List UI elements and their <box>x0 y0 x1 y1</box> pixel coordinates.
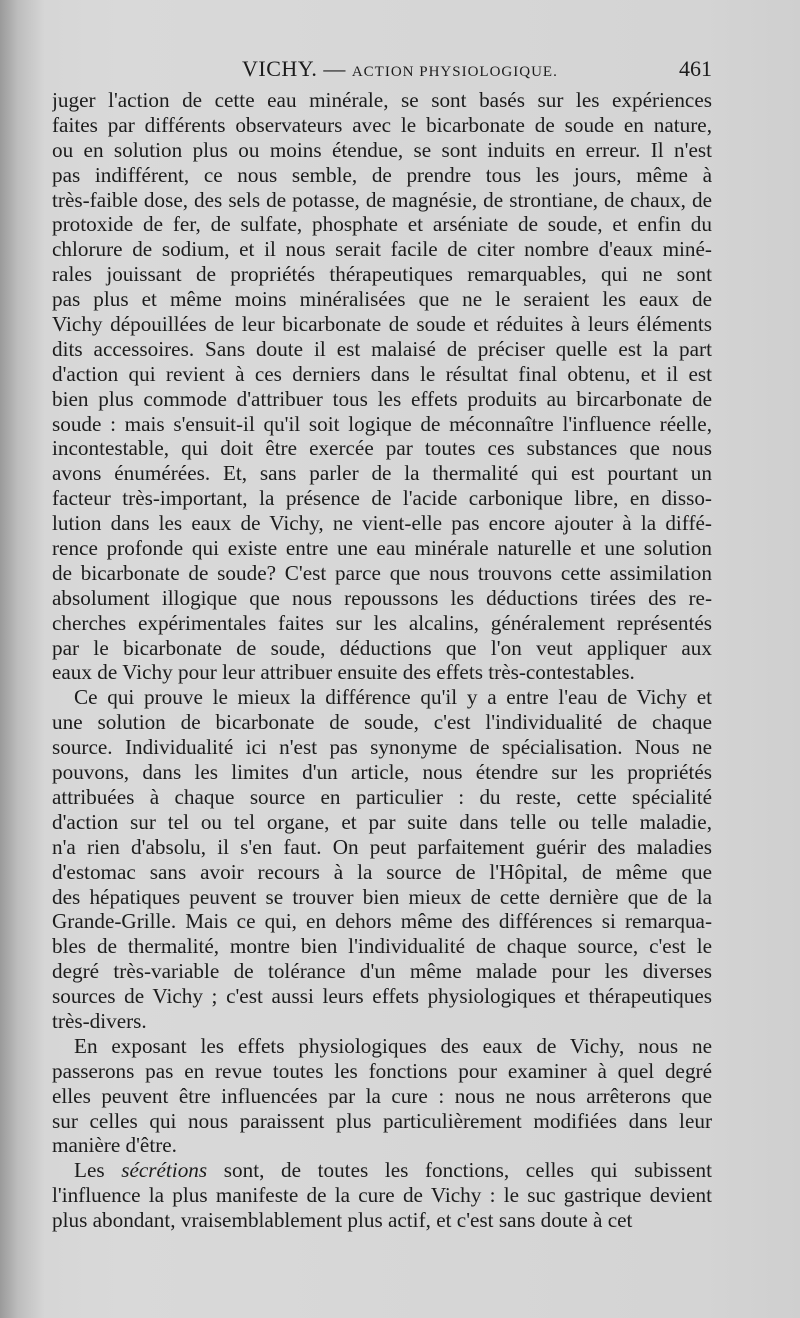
text-line: En exposant les effets physiologiques des eaux de Vichy, nous ne <box>74 1033 712 1058</box>
text-line: sources de Vichy ; c'est aussi leurs effets physiologiques et thérapeutiques <box>52 984 712 1009</box>
text-line: ou en solution plus ou moins étendue, se sont induits en erreur. Il n'est <box>52 137 712 162</box>
text-line: l'influence la plus manifeste de la cure de Vichy : le suc gastrique devient <box>52 1183 712 1208</box>
text-line: juger l'action de cette eau minérale, se sont basés sur les expériences <box>52 88 712 112</box>
text-line: manière d'être. <box>52 1133 177 1158</box>
text-line: plus abondant, vraisemblablement plus actif, et c'est sans doute à cet <box>52 1208 633 1233</box>
text-line: facteur très-important, la présence de l'acide carbonique libre, en disso- <box>52 486 712 511</box>
text-line: dits accessoires. Sans doute il est malaisé de préciser quelle est la part <box>52 336 712 361</box>
paragraph <box>52 88 712 685</box>
text-line: source. Individualité ici n'est pas synonyme de spécialisation. Nous ne <box>52 735 712 760</box>
text-line: absolument illogique que nous repoussons les déductions tirées des re- <box>52 585 712 610</box>
paragraph <box>52 1034 712 1158</box>
text-line: une solution de bicarbonate de soude, c'est l'individualité de chaque <box>52 710 712 735</box>
text-line: eaux de Vichy pour leur attribuer ensuite des effets très-contestables. <box>52 660 635 685</box>
text-line: cherches expérimentales faites sur les alcalins, généralement représentés <box>52 610 712 635</box>
text-line: attribuées à chaque source en particulier : du reste, cette spécialité <box>52 784 712 809</box>
body-text <box>52 88 712 1233</box>
text-line: pas indifférent, ce nous semble, de prendre tous les jours, même à <box>52 162 712 187</box>
text-line: chlorure de sodium, et il nous serait facile de citer nombre d'eaux miné- <box>52 237 712 262</box>
page-number: 461 <box>679 56 712 81</box>
text-line: incontestable, qui doit être exercée par toutes ces substances que nous <box>52 436 712 461</box>
text-line: bien plus commode d'attribuer tous les effets produits au bircarbonate de <box>52 386 712 411</box>
running-title-separator: — <box>317 56 352 81</box>
text-line: Ce qui prouve le mieux la différence qu'il y a entre l'eau de Vichy et <box>74 685 712 710</box>
text-line: d'action sur tel ou tel organe, et par suite dans telle ou telle maladie, <box>52 809 712 834</box>
text-line: par le bicarbonate de soude, déductions que l'on veut appliquer aux <box>52 635 712 660</box>
text-line: sur celles qui nous paraissent plus particulièrement modifiées dans leur <box>52 1108 712 1133</box>
page-header <box>52 56 712 84</box>
text-line: degré très-variable de tolérance d'un même malade pour les diverses <box>52 959 712 984</box>
text-line: rales jouissant de propriétés thérapeutiques remarquables, qui ne sont <box>52 262 712 287</box>
text-line: elles peuvent être influencées par la cure : nous ne nous arrêterons que <box>52 1083 712 1108</box>
running-title-sub: ACTION PHYSIOLOGIQUE. <box>351 64 558 80</box>
paragraph <box>52 1158 712 1233</box>
text-line: lution dans les eaux de Vichy, ne vient-elle pas encore ajouter à la diffé- <box>52 511 712 536</box>
text-line: Vichy dépouillées de leur bicarbonate de soude et réduites à leurs éléments <box>52 312 712 337</box>
text-line: bles de thermalité, montre bien l'individualité de chaque source, c'est le <box>52 934 712 959</box>
text-line: rence profonde qui existe entre une eau minérale naturelle et une solution <box>52 536 712 561</box>
text-line: passerons pas en revue toutes les fonctions pour examiner à quel degré <box>52 1058 712 1083</box>
text-line: pouvons, dans les limites d'un article, nous étendre sur les propriétés <box>52 760 712 785</box>
text-line: soude : mais s'ensuit-il qu'il soit logique de méconnaître l'influence réelle, <box>52 411 712 436</box>
running-title-main: VICHY. <box>242 56 318 81</box>
text-line: très-faible dose, des sels de potasse, de magnésie, de strontiane, de chaux, de <box>52 187 712 212</box>
text-line: très-divers. <box>52 1008 147 1033</box>
text-line: faites par différents observateurs avec le bicarbonate de soude en nature, <box>52 112 712 137</box>
text-line: Grande-Grille. Mais ce qui, en dehors même des différences si remarqua- <box>52 909 712 934</box>
text-line: de bicarbonate de soude? C'est parce que nous trouvons cette assimilation <box>52 560 712 585</box>
text-line: n'a rien d'absolu, il s'en faut. On peut parfaitement guérir des maladies <box>52 834 712 859</box>
text-line: d'action qui revient à ces derniers dans le résultat final obtenu, et il est <box>52 361 712 386</box>
text-line: des hépatiques peuvent se trouver bien mieux de cette dernière que de la <box>52 884 712 909</box>
text-line: protoxide de fer, de sulfate, phosphate et arséniate de soude, et enfin du <box>52 212 712 237</box>
running-title <box>242 56 558 82</box>
paragraph <box>52 685 712 1033</box>
text-line: Les sécrétions sont, de toutes les fonctions, celles qui subissent <box>74 1158 712 1183</box>
text-line: d'estomac sans avoir recours à la source de l'Hôpital, de même que <box>52 859 712 884</box>
text-line: avons énumérées. Et, sans parler de la thermalité qui est pourtant un <box>52 461 712 486</box>
text-line: pas plus et même moins minéralisées que ne le seraient les eaux de <box>52 287 712 312</box>
